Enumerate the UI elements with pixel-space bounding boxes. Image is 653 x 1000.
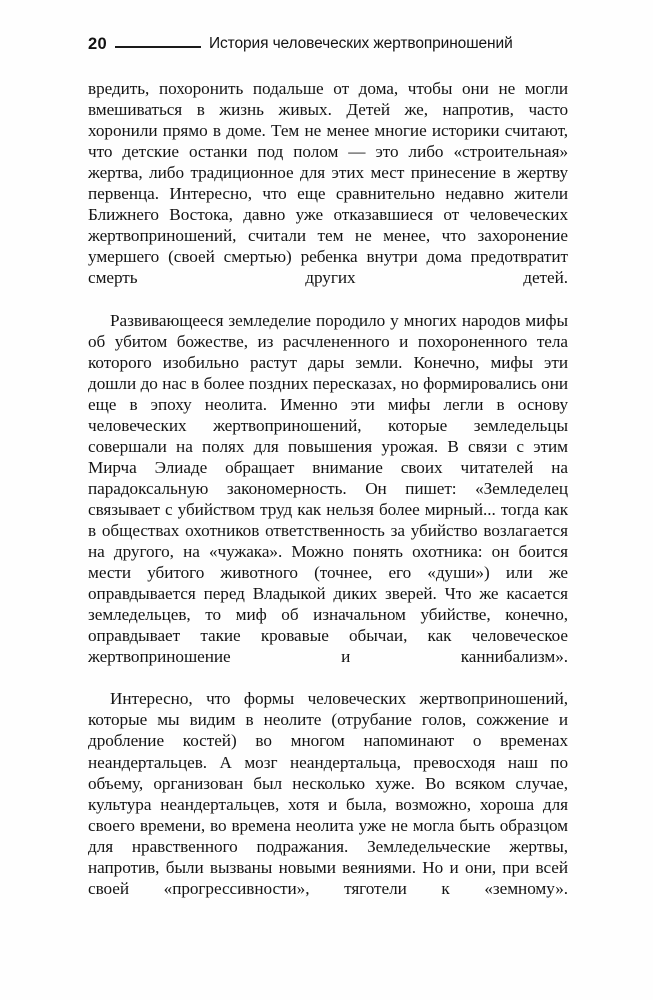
paragraph-2: Развивающееся земледелие породило у многих народов мифы об убитом божестве, из расчлененного и похороненного тела которого изобильно растут дары земли. Конечно, мифы эти дошли до нас в более поздних пересказах, но формировались они еще в эпоху неолита. Именно эти мифы легли в основу человеческих жертвоприношений, которые земледельцы совершали на полях для повышения урожая. В связи с этим Мирча Элиаде обращает внимание своих читателей на парадоксальную закономерность. Он пишет: «Земледелец связывает с убийством труд как нельзя более мирный... тогда как в обществах охотников ответственность за убийство возлагается на другого, на «чужака». Можно понять охотника: он боится мести убитого животного (точнее, его «души») или же оправдывается перед Владыкой диких зверей. Что же касается земледельцев, то миф об изначальном убийстве, конечно, оправдывает такие кровавые обычаи, как человеческое жертвоприношение и каннибализм». <box>88 310 568 667</box>
body-text-block <box>88 78 568 920</box>
page-number: 20 <box>88 34 107 53</box>
running-head <box>88 32 568 56</box>
paragraph-1: вредить, похоронить подальше от дома, чтобы они не могли вмешиваться в жизнь живых. Детей же, напротив, часто хоронили прямо в доме. Тем не менее многие историки считают, что детские останки под полом — это либо «строительная» жертва, либо традиционное для этих мест принесение в жертву первенца. Интересно, что еще сравнительно недавно жители Ближнего Востока, давно уже отказавшиеся от человеческих жертвоприношений, считали тем не менее, что захоронение умершего (своей смертью) ребенка внутри дома предотвратит смерть других детей. <box>88 79 568 288</box>
header-divider-rule <box>115 46 201 48</box>
paragraph-3: Интересно, что формы человеческих жертвоприношений, которые мы видим в неолите (отрубание голов, сожжение и дробление костей) во многом напоминают о временах неандертальцев. А мозг неандертальца, превосходя наш по объему, организован был несколько хуже. Во всяком случае, культура неандертальцев, хотя и была, возможно, хороша для своего времени, во времена неолита уже не могла быть образцом для нравственного подражания. Земледельческие жертвы, напротив, были вызваны новыми веяниями. Но и они, при всей своей «прогрессивности», тяготели к «земному». <box>88 689 568 898</box>
running-title: История человеческих жертвоприношений <box>208 35 513 53</box>
